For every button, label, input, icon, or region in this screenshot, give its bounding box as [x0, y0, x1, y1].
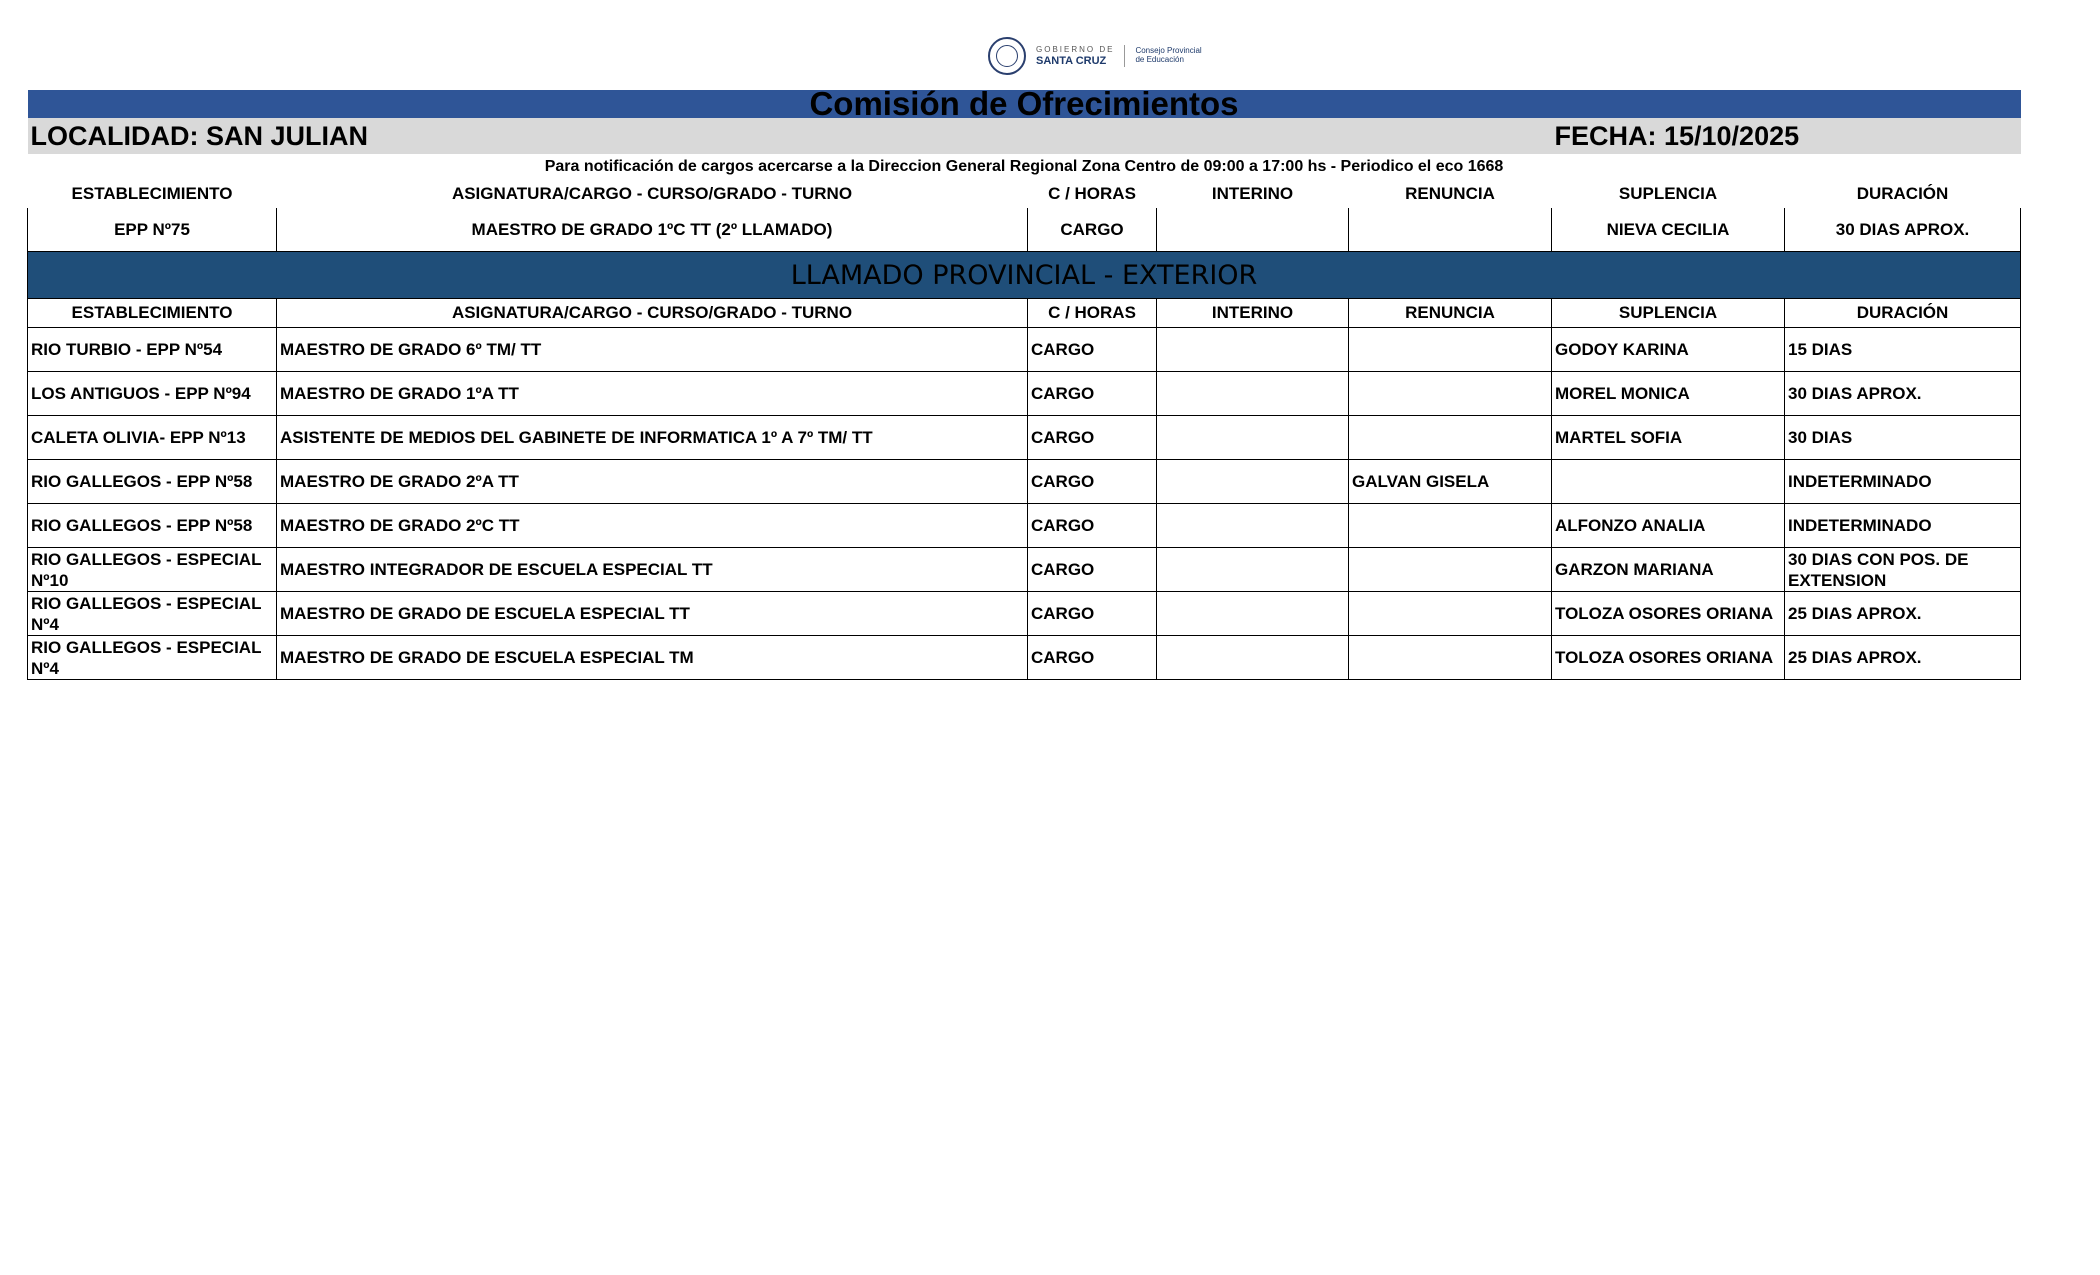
- cell-renuncia: [1349, 372, 1552, 416]
- cell-suplencia: TOLOZA OSORES ORIANA: [1552, 592, 1785, 636]
- table-row: [28, 592, 2021, 636]
- cell-asignatura: MAESTRO DE GRADO 2ºC TT: [277, 504, 1028, 548]
- cell-asignatura: MAESTRO DE GRADO DE ESCUELA ESPECIAL TM: [277, 636, 1028, 680]
- cell-renuncia: [1349, 328, 1552, 372]
- cell-interino: [1157, 548, 1349, 592]
- header-interino: INTERINO: [1157, 299, 1349, 328]
- header-renuncia: RENUNCIA: [1405, 184, 1495, 203]
- cell-suplencia: MOREL MONICA: [1552, 372, 1785, 416]
- cell-establecimiento: RIO GALLEGOS - ESPECIAL Nº4: [28, 636, 277, 680]
- header-c-horas: C / HORAS: [1028, 299, 1157, 328]
- header-duracion: DURACIÓN: [1856, 184, 1949, 203]
- cell-c-horas: CARGO: [1028, 636, 1157, 680]
- header-establecimiento: ESTABLECIMIENTO: [71, 184, 233, 203]
- header-duracion: DURACIÓN: [1785, 299, 2021, 328]
- cell-duracion: 15 DIAS: [1785, 328, 2021, 372]
- header-asignatura: ASIGNATURA/CARGO - CURSO/GRADO - TURNO: [277, 299, 1028, 328]
- cell-duracion: 30 DIAS: [1785, 416, 2021, 460]
- cell-establecimiento: RIO GALLEGOS - EPP Nº58: [28, 504, 277, 548]
- cell-renuncia: GALVAN GISELA: [1349, 460, 1552, 504]
- table-row: [28, 372, 2021, 416]
- table-row: [28, 460, 2021, 504]
- cell-interino: [1157, 504, 1349, 548]
- cell-renuncia: [1349, 208, 1552, 252]
- cell-suplencia: TOLOZA OSORES ORIANA: [1552, 636, 1785, 680]
- cell-suplencia: ALFONZO ANALIA: [1552, 504, 1785, 548]
- cell-c-horas: CARGO: [1028, 504, 1157, 548]
- provincial-section-title: LLAMADO PROVINCIAL - EXTERIOR: [28, 252, 2021, 299]
- cell-interino: [1157, 372, 1349, 416]
- header-asignatura: ASIGNATURA/CARGO - CURSO/GRADO - TURNO: [451, 184, 853, 203]
- cell-interino: [1157, 208, 1349, 252]
- cell-establecimiento: RIO TURBIO - EPP Nº54: [28, 328, 277, 372]
- cell-suplencia: NIEVA CECILIA: [1552, 208, 1785, 252]
- notification-note: Para notificación de cargos acercarse a la Direccion General Regional Zona Centro de 09:00 a 17:00 hs - Periodico el eco 1668: [544, 158, 1504, 175]
- offers-table: [27, 90, 2021, 680]
- cell-c-horas: CARGO: [1028, 328, 1157, 372]
- header-interino: INTERINO: [1211, 184, 1294, 203]
- cell-asignatura: MAESTRO DE GRADO 2ºA TT: [277, 460, 1028, 504]
- cell-asignatura: MAESTRO DE GRADO 1ºC TT (2º LLAMADO): [277, 208, 1028, 252]
- cell-renuncia: [1349, 592, 1552, 636]
- cell-asignatura: MAESTRO DE GRADO 1ºA TT: [277, 372, 1028, 416]
- table-row: [28, 208, 2021, 252]
- provincial-header-row: [28, 299, 2021, 328]
- cell-interino: [1157, 592, 1349, 636]
- cell-asignatura: MAESTRO DE GRADO DE ESCUELA ESPECIAL TT: [277, 592, 1028, 636]
- cell-asignatura: MAESTRO INTEGRADOR DE ESCUELA ESPECIAL TT: [277, 548, 1028, 592]
- cell-duracion: 30 DIAS CON POS. DE EXTENSION: [1785, 548, 2021, 592]
- table-row: [28, 636, 2021, 680]
- table-row: [28, 416, 2021, 460]
- logo-divider: [1124, 45, 1125, 67]
- header-establecimiento: ESTABLECIMIENTO: [28, 299, 277, 328]
- header-renuncia: RENUNCIA: [1349, 299, 1552, 328]
- cell-asignatura: ASISTENTE DE MEDIOS DEL GABINETE DE INFORMATICA 1º A 7º TM/ TT: [277, 416, 1028, 460]
- fecha-label: FECHA: 15/10/2025: [1552, 118, 2021, 154]
- local-header-row: [28, 180, 2021, 208]
- offers-sheet: [27, 90, 2020, 680]
- cell-asignatura: MAESTRO DE GRADO 6º TM/ TT: [277, 328, 1028, 372]
- table-row: [28, 504, 2021, 548]
- government-label-bottom: SANTA CRUZ: [1036, 54, 1107, 67]
- cell-duracion: INDETERMINADO: [1785, 504, 2021, 548]
- cell-interino: [1157, 416, 1349, 460]
- cell-suplencia: [1552, 460, 1785, 504]
- cell-establecimiento: CALETA OLIVIA- EPP Nº13: [28, 416, 277, 460]
- table-row: [28, 548, 2021, 592]
- cell-interino: [1157, 328, 1349, 372]
- cell-duracion: 25 DIAS APROX.: [1785, 592, 2021, 636]
- cell-duracion: 30 DIAS APROX.: [1785, 372, 2021, 416]
- table-row: [28, 328, 2021, 372]
- cell-suplencia: GODOY KARINA: [1552, 328, 1785, 372]
- government-label-top: GOBIERNO DE: [1036, 44, 1115, 54]
- cell-c-horas: CARGO: [1028, 208, 1157, 252]
- cell-c-horas: CARGO: [1028, 592, 1157, 636]
- cell-c-horas: CARGO: [1028, 372, 1157, 416]
- cell-suplencia: GARZON MARIANA: [1552, 548, 1785, 592]
- cell-suplencia: MARTEL SOFIA: [1552, 416, 1785, 460]
- cell-c-horas: CARGO: [1028, 548, 1157, 592]
- council-label-line1: Consejo Provincial: [1135, 46, 1202, 56]
- council-label-line2: de Educación: [1135, 55, 1184, 64]
- cell-establecimiento: EPP Nº75: [28, 208, 277, 252]
- cell-establecimiento: RIO GALLEGOS - ESPECIAL Nº10: [28, 548, 277, 592]
- cell-c-horas: CARGO: [1028, 460, 1157, 504]
- cell-renuncia: [1349, 548, 1552, 592]
- government-name: [1036, 46, 1114, 67]
- cell-renuncia: [1349, 416, 1552, 460]
- cell-establecimiento: LOS ANTIGUOS - EPP Nº94: [28, 372, 277, 416]
- cell-c-horas: CARGO: [1028, 416, 1157, 460]
- cell-duracion: 25 DIAS APROX.: [1785, 636, 2021, 680]
- header-suplencia: SUPLENCIA: [1618, 184, 1718, 203]
- header-suplencia: SUPLENCIA: [1552, 299, 1785, 328]
- localidad-label: LOCALIDAD: SAN JULIAN: [28, 118, 1552, 154]
- cell-establecimiento: RIO GALLEGOS - ESPECIAL Nº4: [28, 592, 277, 636]
- page-title: Comisión de Ofrecimientos: [28, 90, 2021, 118]
- cell-duracion: INDETERMINADO: [1785, 460, 2021, 504]
- cell-interino: [1157, 460, 1349, 504]
- cell-establecimiento: RIO GALLEGOS - EPP Nº58: [28, 460, 277, 504]
- council-name: [1135, 47, 1201, 65]
- cell-interino: [1157, 636, 1349, 680]
- provincial-seal-icon: [988, 37, 1026, 75]
- header-c-horas: C / HORAS: [1048, 184, 1136, 203]
- cell-renuncia: [1349, 504, 1552, 548]
- government-logo: [988, 34, 1202, 78]
- cell-renuncia: [1349, 636, 1552, 680]
- cell-duracion: 30 DIAS APROX.: [1785, 208, 2021, 252]
